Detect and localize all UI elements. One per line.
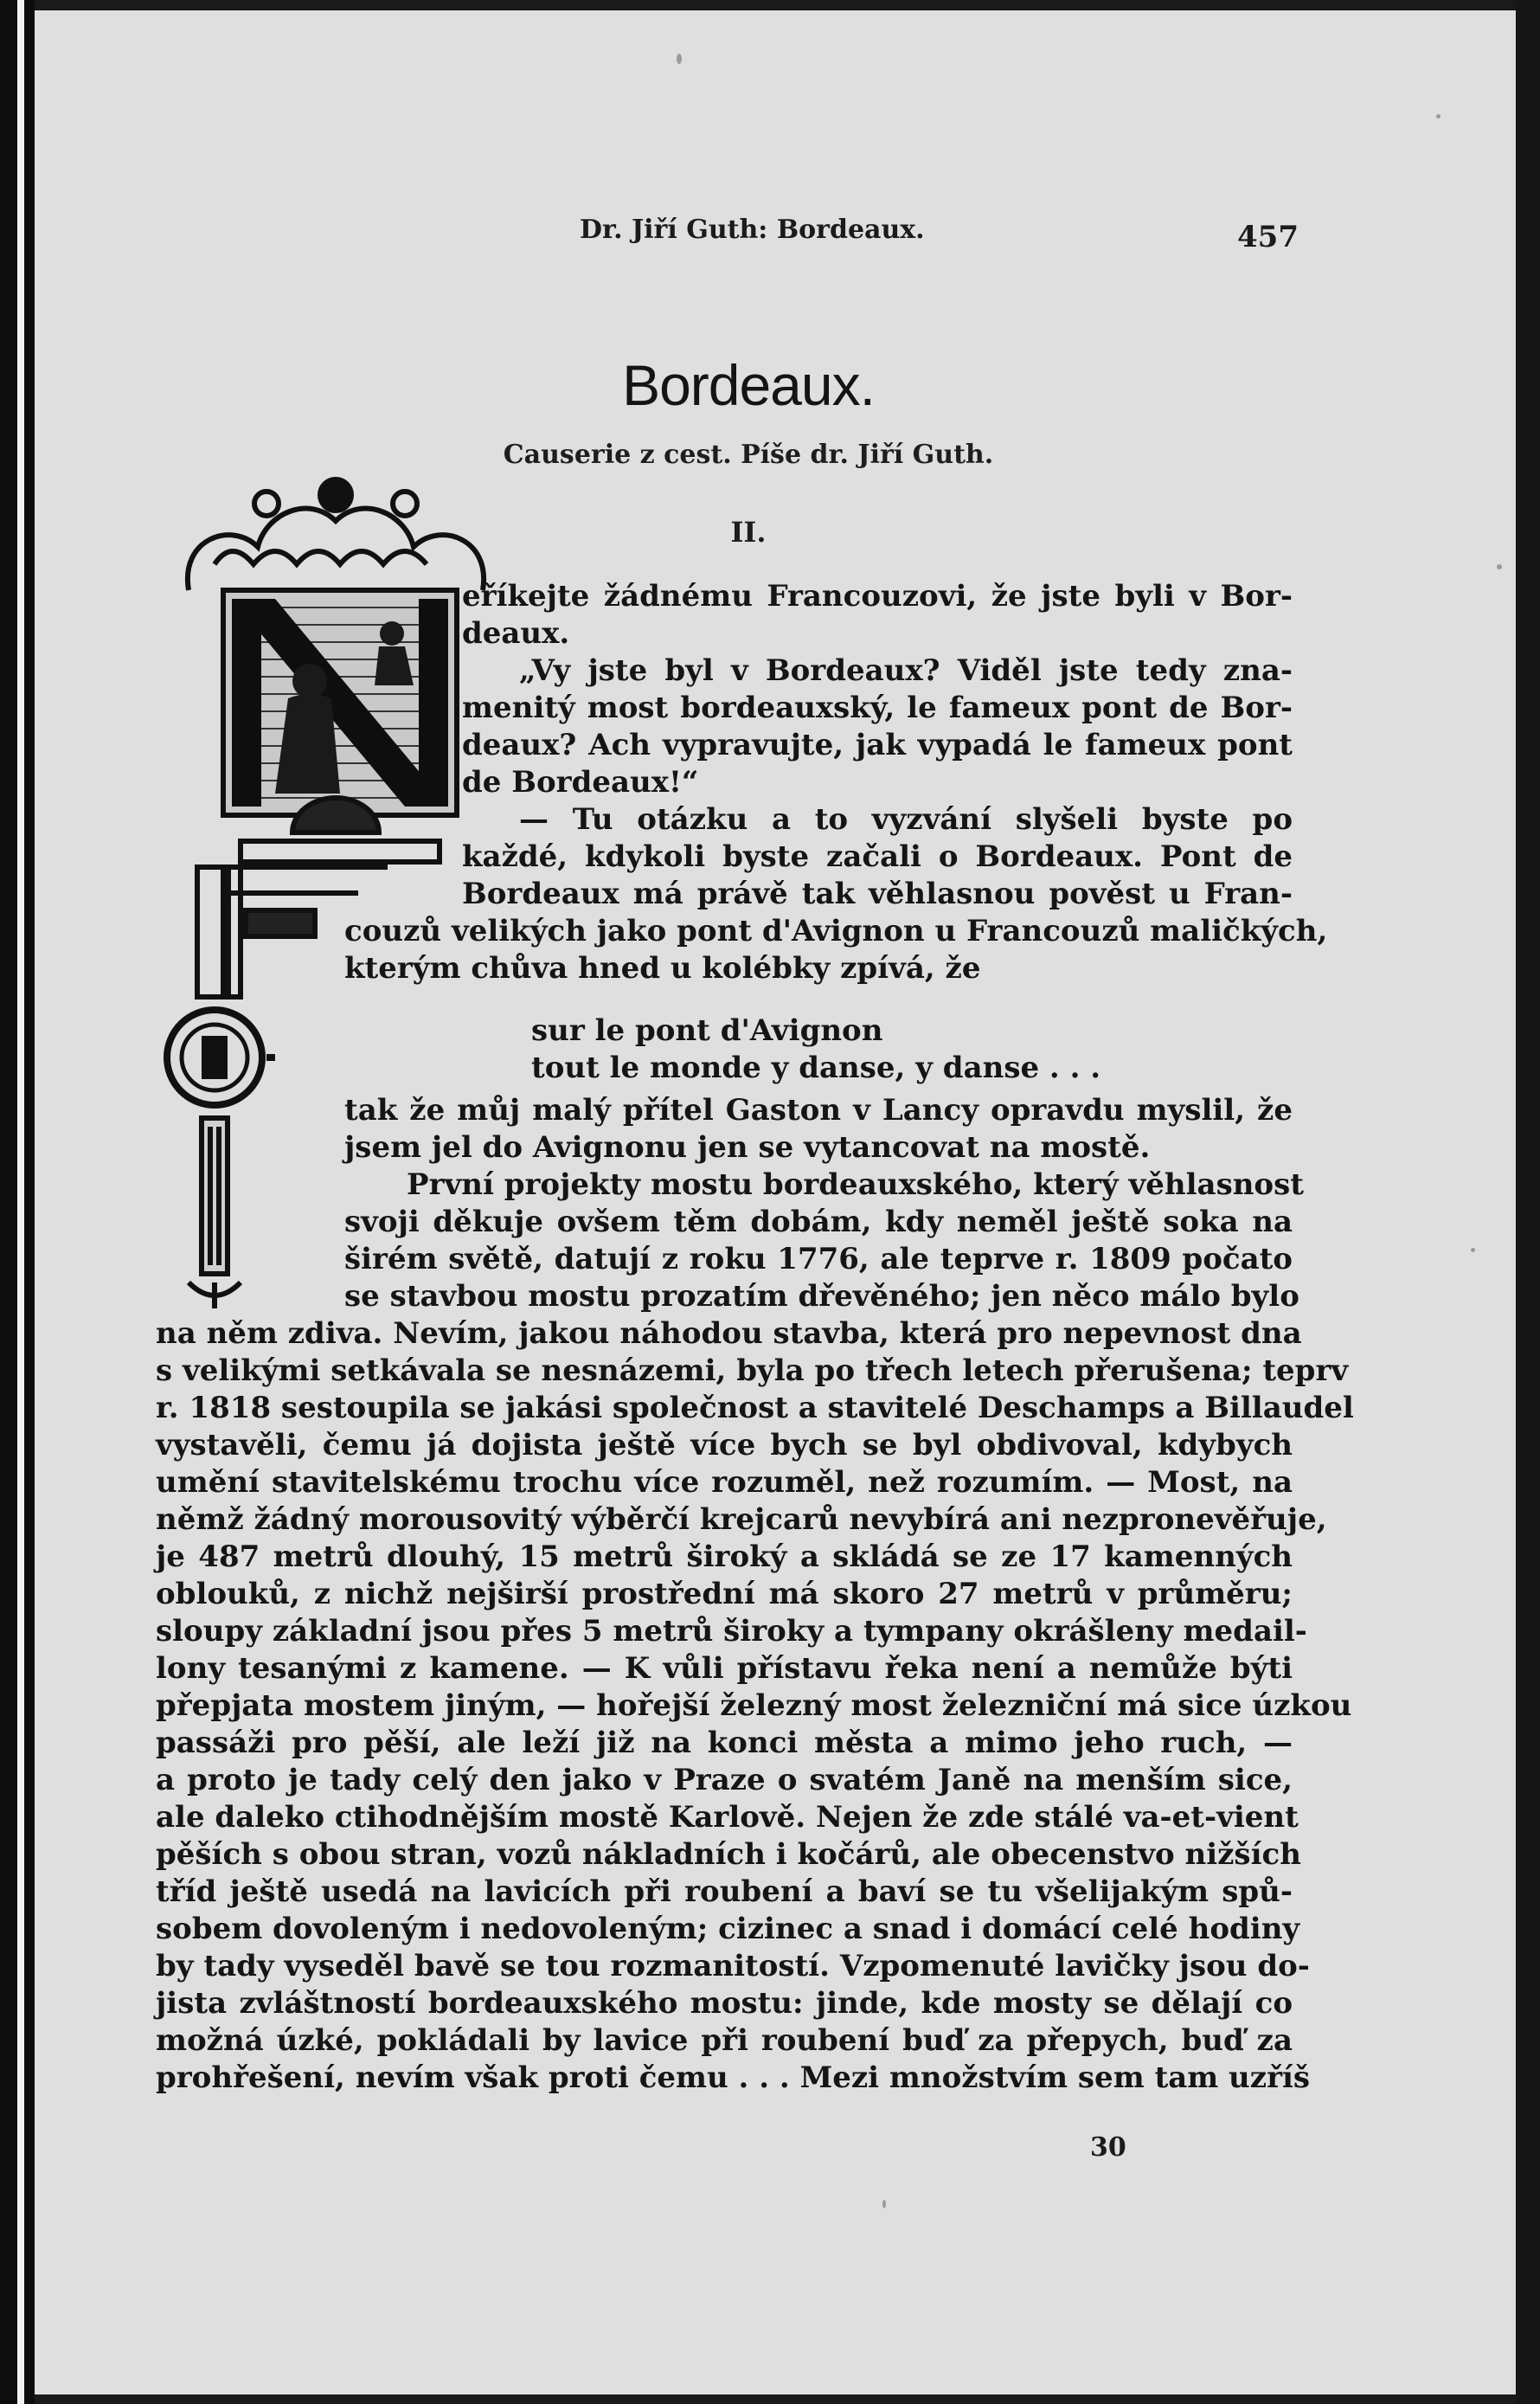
dust-speck [882,2200,886,2208]
dust-speck [1436,114,1441,119]
signature-mark: 30 [1090,2132,1126,2163]
text-line: s velikými setkávala se nesnázemi, byla po třech letech přerušena; teprv [156,1353,1349,1388]
text-line: by tady vyseděl bavě se tou rozmanitostí. Vzpomenuté lavičky jsou do- [156,1949,1310,1983]
section-number: II. [730,516,767,549]
text-line: prohřešení, nevím však proti čemu . . . Mezi množstvím sem tam uzříš [156,2060,1311,2095]
text-line: — Tu otázku a to vyzvání slyšeli byste po [519,802,1293,837]
text-line: se stavbou mostu prozatím dřevěného; jen něco málo bylo [344,1279,1299,1314]
text-line: přepjata mostem jiným, — hořejší železný most železniční má sice úzkou [156,1688,1352,1723]
text-line: sloupy základní jsou přes 5 metrů široky a tympany okrášleny medail- [156,1614,1307,1649]
text-line: lony tesanými z kamene. — K vůli přístavu řeka není a nemůže býti [156,1651,1293,1686]
text-line: každé, kdykoli byste začali o Bordeaux. Pont de [462,839,1293,874]
text-line: de Bordeaux!“ [462,765,699,800]
text-line: menitý most bordeauxský, le fameux pont de Bor- [462,691,1293,725]
dust-speck [677,54,682,64]
text-line: kterým chůva hned u kolébky zpívá, že [344,951,981,986]
text-line: umění stavitelskému trochu více rozuměl, než rozumím. — Most, na [156,1465,1293,1500]
text-line: passáži pro pěší, ale leží již na konci města a mimo jeho ruch, — [156,1726,1293,1760]
scan-border-right [1516,0,1540,2404]
text-line: svoji děkuje ovšem těm dobám, kdy neměl ještě soka na [344,1205,1293,1239]
text-line: je 487 metrů dlouhý, 15 metrů široký a skládá se ze 17 kamenných [156,1539,1293,1574]
initial-medallion [163,1010,275,1105]
text-line: vystavěli, čemu já dojista ještě více bych se byl obdivoval, kdybych [156,1428,1293,1462]
text-line: ale daleko ctihodnějším mostě Karlově. Nejen že zde stálé va-et-vient [156,1800,1299,1835]
initial-crown-ornament [188,479,484,590]
text-line: eříkejte žádnému Francouzovi, že jste byli v Bor- [462,579,1293,614]
text-line: „Vy jste byl v Bordeaux? Viděl jste tedy zna- [519,653,1293,688]
text-line: širém světě, datují z roku 1776, ale teprve r. 1809 počato [344,1242,1293,1276]
text-line: jista zvláštností bordeauxského mostu: jinde, kde mosty se dělají co [156,1986,1293,2021]
initial-stem [189,1118,241,1308]
text-line: První projekty mostu bordeauxského, který věhlasnost [407,1167,1304,1202]
dust-speck [1471,1248,1475,1252]
running-header-title: Dr. Jiří Guth: Bordeaux. [580,215,925,245]
text-line: němž žádný morousovitý výběrčí krejcarů nevybírá ani nezpronevěřuje, [156,1502,1327,1537]
verse-line: tout le monde y danse, y danse . . . [531,1051,1101,1085]
page-number: 457 [1237,220,1299,254]
text-line: deaux. [462,616,570,651]
article-subtitle: Causerie z cest. Píše dr. Jiří Guth. [503,440,994,470]
text-line: oblouků, z nichž nejširší prostřední má skoro 27 metrů v průměru; [156,1577,1293,1611]
text-line: r. 1818 sestoupila se jakási společnost a stavitelé Deschamps a Billaudel [156,1391,1354,1425]
text-line: tříd ještě usedá na lavicích při roubení a baví se tu všelijakým spů- [156,1874,1293,1909]
text-line: sobem dovoleným i nedovoleným; cizinec a snad i domácí celé hodiny [156,1912,1300,1946]
text-line: Bordeaux má právě tak věhlasnou pověst u Fran- [462,877,1293,911]
text-line: couzů velikých jako pont d'Avignon u Francouzů maličkých, [344,914,1328,948]
text-line: tak že můj malý přítel Gaston v Lancy opravdu myslil, že [344,1093,1293,1128]
verse-line: sur le pont d'Avignon [531,1013,883,1048]
text-line: možná úzké, pokládali by lavice při roubení buď za přepych, buď za [156,2023,1293,2058]
article-title: Bordeaux. [622,353,875,417]
dust-speck [1497,564,1502,569]
text-line: jsem jel do Avignonu jen se vytancovat na mostě. [344,1130,1151,1165]
text-line: a proto je tady celý den jako v Praze o svatém Janě na menším sice, [156,1763,1293,1797]
text-line: deaux? Ach vypravujte, jak vypadá le fameux pont [462,728,1293,762]
book-page [35,10,1516,2394]
text-line: na něm zdiva. Nevím, jakou náhodou stavba, která pro nepevnost dna [156,1316,1302,1351]
text-line: pěších s obou stran, vozů nákladních i kočárů, ale obecenstvo nižších [156,1837,1301,1872]
scan-strip-left [17,0,24,2404]
